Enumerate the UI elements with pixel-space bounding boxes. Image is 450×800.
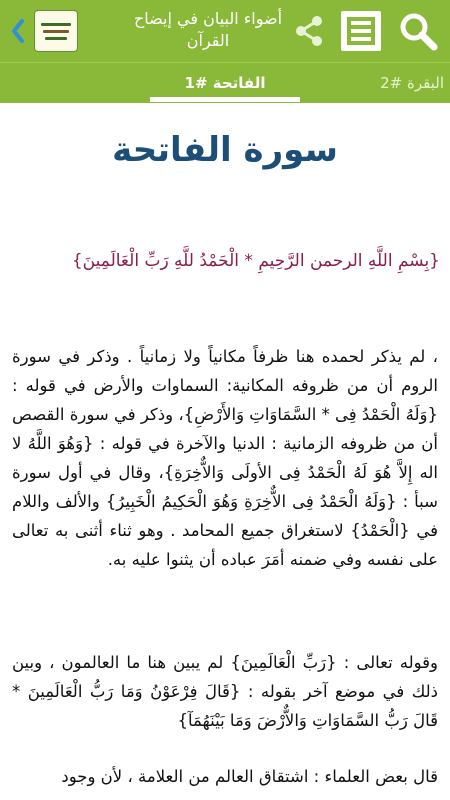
paragraph: قال بعض العلماء : اشتقاق العالم من العلامة ، لأن وجود — [61, 767, 438, 786]
tab-next-surah[interactable]: البقرة #2 — [380, 74, 444, 92]
content-area[interactable] — [0, 102, 450, 800]
app-title: أضواء البيان في إيضاح القرآن — [133, 9, 283, 50]
chevron-left-icon — [10, 18, 26, 44]
surah-title: سورة الفاتحة — [112, 130, 338, 170]
menu-button[interactable] — [334, 0, 388, 62]
verse-text: {بِسْمِ اللَّهِ الرحمن الرَّحِيمِ * الْحَمْدُ للَّهِ رَبِّ الْعَالَمِينَ} — [71, 251, 440, 271]
tab-current-surah[interactable]: الفاتحة #1 — [184, 74, 266, 92]
share-button[interactable] — [288, 0, 330, 62]
tabs-bar — [0, 62, 450, 103]
list-icon — [338, 8, 384, 54]
app-bar — [0, 0, 450, 62]
search-button[interactable] — [390, 0, 446, 62]
search-icon — [398, 11, 438, 51]
paragraph: ، لم يذكر لحمده هنا ظرفاً مكانياً ولا زمانياً . وذكر في سورة الروم أن من ظروفه المكانية: السماوات والأرض في قوله : {وَلَهُ الْحَمْدُ فِى * السَّمَاوَاتِ وَالأَرْضِ}، وذكر في سورة القصص أن من ظروفه الزمانية : الدنيا والآخرة في قوله : {وَهُوَ اللَّهُ لا اله إِلاَّ هُوَ لَهُ الْحَمْدُ فِى الأولَى وَالاٌّخِرَةِ}، وقال في أول سورة سبأ : {وَلَهُ الْحَمْدُ فِى الاٌّخِرَةِ وَهُوَ الْحَكِيمُ الْخَبِيرُ} والألف واللام في {الْحَمْدُ} لاستغراق جميع المحامد . وهو ثناء أثنى به تعالى على نفسه وفي ضمنه أمَرَ عباده أن يثنوا عليه به. — [12, 347, 438, 569]
paragraph: وقوله تعالى : {رَبِّ الْعَالَمِينَ} لم يبين هنا ما العالمون ، وبين ذلك في موضع آخر بقوله : {قَالَ فِرْعَوْنُ وَمَا رَبُّ الْعَالَمِينَ * قَالَ رَبُّ السَّمَاوَاتِ وَالاٌّرْضَ وَمَا بَيْنَهُمَآ} — [12, 653, 438, 730]
share-icon — [293, 14, 325, 48]
back-button[interactable] — [4, 0, 32, 62]
logo-image — [37, 13, 75, 49]
app-logo[interactable] — [34, 10, 78, 52]
